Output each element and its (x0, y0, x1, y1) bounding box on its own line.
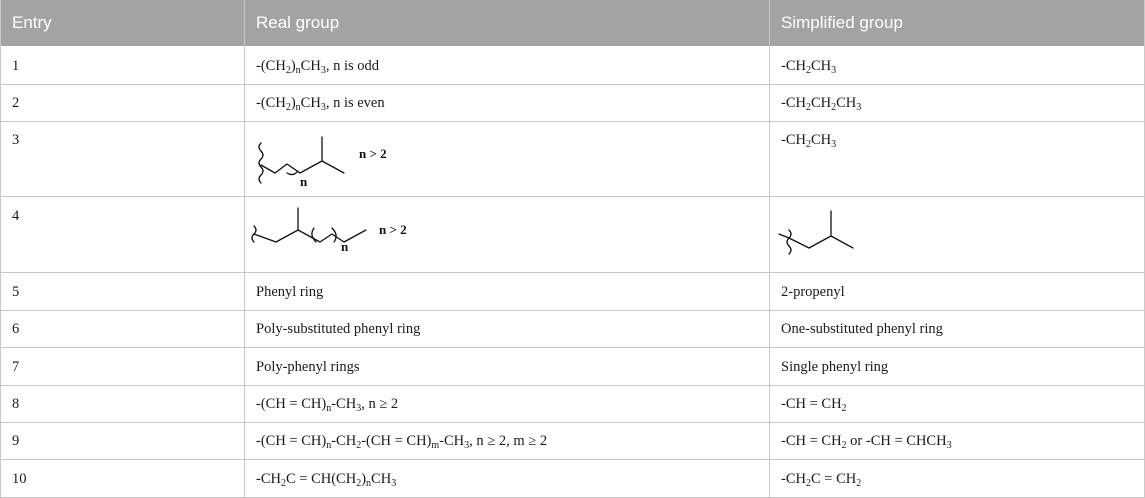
simplified-group-cell: $-CH_2CH_3$ (781, 58, 837, 76)
simplified-group-cell: $-CH_2CH_2CH_3$ (781, 95, 862, 113)
entry-cell: 5 (12, 284, 20, 300)
entry-cell: 7 (12, 359, 20, 375)
real-group-cell: Phenyl ring (256, 284, 324, 300)
simplified-group-cell: 2-propenyl (781, 284, 845, 300)
grid-line (0, 272, 1145, 273)
grid-line (0, 459, 1145, 460)
entry-cell: 9 (12, 433, 20, 449)
simplified-group-cell: $-CH = CH_2$ or $-CH = CHCH_3$ (781, 433, 952, 451)
repeat-subscript-n: n (300, 174, 308, 189)
wavy-bond-mark (259, 143, 263, 183)
real-group-cell: $-(CH = CH)_n-CH_2-(CH = CH)_m-CH_3$, n ≥ 2, m ≥ 2 (256, 433, 548, 451)
repeat-bracket-mark (287, 171, 298, 175)
chain-bond-mark (298, 230, 366, 242)
real-group-cell: Poly-substituted phenyl ring (256, 321, 421, 337)
isopropyl-bond-mark (300, 161, 344, 173)
isobutyl-structure-image (769, 196, 889, 272)
entry-cell: 6 (12, 321, 20, 337)
entry-cell: 8 (12, 396, 20, 412)
grid-line (0, 121, 1145, 122)
grid-line (0, 0, 1, 498)
condition-label: n > 2 (379, 222, 407, 237)
entry-cell: 10 (12, 471, 27, 487)
real-group-cell: $-(CH_2)_nCH_3$, n is even (256, 95, 385, 113)
simplified-group-cell: $-CH = CH_2$ (781, 396, 847, 414)
branched-alkyl-structure-image (244, 196, 444, 272)
real-group-cell: $-(CH_2)_nCH_3$, n is odd (256, 58, 379, 76)
simplified-group-cell: Single phenyl ring (781, 359, 889, 375)
header-entry: Entry (12, 13, 52, 32)
repeat-subscript-n: n (341, 239, 349, 254)
condition-label: n > 2 (359, 146, 387, 161)
methyl-bond-mark (831, 236, 853, 248)
real-group-cell: $-(CH = CH)_n-CH_3$, n ≥ 2 (256, 396, 399, 414)
isoalkyl-structure-image (244, 121, 444, 196)
header-simplified-group: Simplified group (781, 13, 903, 32)
simplified-group-cell: One-substituted phenyl ring (781, 321, 943, 337)
real-group-cell: $-CH_2C = CH(CH_2)_nCH_3$ (256, 471, 397, 489)
simplified-group-cell: $-CH_2CH_3$ (781, 132, 837, 150)
entry-cell: 3 (12, 132, 20, 148)
header-real-group: Real group (256, 13, 340, 32)
entry-cell: 2 (12, 95, 20, 111)
grid-line (0, 347, 1145, 348)
entry-cell: 1 (12, 58, 20, 74)
simplified-group-cell: $-CH_2C = CH_2$ (781, 471, 862, 489)
grid-line (0, 310, 1145, 311)
grid-line (0, 196, 1145, 197)
wavy-bond-mark (787, 230, 791, 254)
chain-bond-mark (254, 208, 298, 242)
real-group-cell: Poly-phenyl rings (256, 359, 360, 375)
grid-line (0, 84, 1145, 85)
chain-bond-mark (261, 164, 300, 173)
grid-line (0, 385, 1145, 386)
table-header (0, 0, 1145, 46)
grid-line (0, 422, 1145, 423)
entry-cell: 4 (12, 208, 20, 224)
